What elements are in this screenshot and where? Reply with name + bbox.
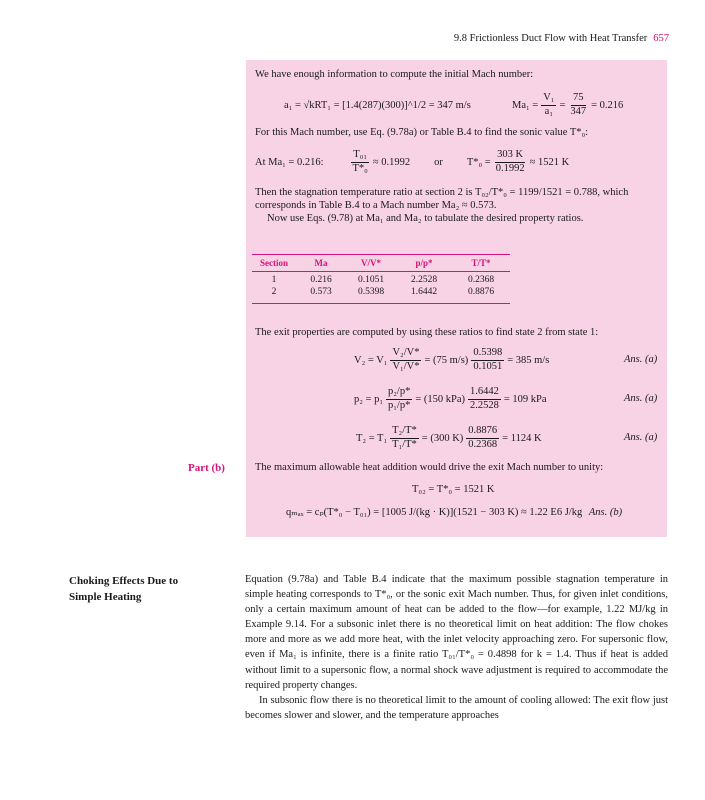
p2-left: p₂ = p₁ — [354, 393, 383, 405]
p2-result: = 109 kPa — [503, 393, 547, 405]
frac-num: 75 — [571, 92, 586, 105]
p2-frac-1 — [386, 386, 412, 411]
p2-mid: = (150 kPa) — [415, 393, 465, 405]
table-cell: 1 — [271, 275, 277, 285]
frac-den: T*₀ — [352, 162, 368, 174]
part-b-text: The maximum allowable heat addition would drive the exit Mach number to unity: — [255, 462, 604, 473]
col-header: p/p* — [415, 258, 433, 268]
t2-mid: = (300 K) — [421, 432, 464, 444]
frac-den: 2.2528 — [470, 399, 499, 411]
frac-den: 347 — [570, 105, 587, 117]
then-text-2: corresponds in Table B.4 to a Mach number Ma₂ ≈ 0.573. — [255, 200, 497, 211]
t02-eq: T₀₂ = T*₀ = 1521 K — [412, 484, 495, 495]
eq-a1 — [284, 90, 471, 120]
v2-frac-2 — [471, 347, 504, 372]
frac-num: 303 K — [495, 149, 525, 162]
v2-frac-1 — [390, 347, 421, 372]
or-word: or — [434, 156, 443, 168]
col-header: V/V* — [361, 258, 381, 268]
frac-num: 0.5398 — [471, 347, 504, 360]
table-cell: 0.5398 — [357, 287, 385, 297]
t2-result: = 1124 K — [502, 432, 542, 444]
frac-num: p₂/p* — [386, 386, 412, 399]
property-table — [252, 255, 510, 298]
eq-a1-text: a₁ = √kRT₁ = [1.4(287)(300)]^1/2 = 347 m/s — [284, 99, 471, 111]
frac-num: 0.8876 — [466, 425, 499, 438]
frac-num: V₁ — [541, 92, 556, 105]
page-number: 657 — [653, 33, 669, 44]
at-ma1-label: At Ma₁ = 0.216: — [255, 156, 324, 168]
v2-mid: = (75 m/s) — [424, 354, 469, 366]
t2-frac-2 — [466, 425, 499, 450]
frac-den: a₁ — [544, 105, 553, 117]
side-heading-line-1: Choking Effects Due to — [69, 575, 179, 587]
ans-a-v2: Ans. (a) — [624, 354, 658, 365]
table-cell: 0.216 — [310, 275, 332, 285]
t01-frac — [351, 149, 370, 174]
part-b-label: Part (b) — [188, 462, 225, 474]
table-cell: 0.2368 — [467, 275, 495, 285]
paragraph-1: Equation (9.78a) and Table B.4 indicate that the maximum possible stagnation temperature in simple heating corresponds to T*₀, or the sonic exit Mach number. Thus, for given inlet conditions, only a certain maximum amount of heat can be added to the flow—for example, 1.22 MJ/kg in Example 9.14. For a subsonic inlet there is no theoretical limit on heat addition: The flow chokes more and more as we add more heat, with the inlet velocity approaching zero. For supersonic flow, even if Ma₁ is infinite, there is a finite ratio T₀₁/T*₀ = 0.4898 for k = 1.4. Thus if heat is added without limit to a supersonic flow, a normal shock wave adjustment is required to accommodate the required property changes. — [245, 574, 668, 691]
frac-den: 0.1992 — [495, 162, 525, 174]
section-title: 9.8 Frictionless Duct Flow with Heat Transfer — [453, 33, 648, 44]
qmax-text: qₘₐₓ = cₚ(T*₀ − T₀₁) = [1005 J/(kg · K)](1521 − 303 K) ≈ 1.22 E6 J/kg — [286, 507, 583, 518]
then-text-1: Then the stagnation temperature ratio at section 2 is T₀₂/T*₀ = 1199/1521 = 0.788, which — [255, 187, 629, 198]
side-heading-line-2: Simple Heating — [69, 591, 142, 603]
eq-t2 — [356, 422, 542, 454]
frac-num: T₀₁ — [351, 149, 369, 162]
ans-a-p2: Ans. (a) — [624, 393, 658, 404]
eq-v2 — [354, 344, 549, 376]
frac-num: 1.6442 — [468, 386, 501, 399]
side-heading — [69, 573, 178, 605]
table-cell: 2.2528 — [410, 275, 438, 285]
ma1-result: = 0.216 — [591, 99, 624, 111]
frac-den: p₁/p* — [388, 399, 411, 411]
eq-p2 — [354, 383, 547, 415]
v2-left: V₂ = V₁ — [354, 354, 388, 366]
ma1-frac-1 — [541, 92, 556, 117]
col-header: Ma — [314, 258, 328, 268]
table-cell: 0.573 — [310, 287, 332, 297]
frac-den: T₁/T* — [392, 438, 417, 450]
t0star-left: T*₀ = — [466, 156, 491, 168]
table-row — [252, 286, 510, 298]
table-row — [252, 271, 510, 286]
now-text: Now use Eqs. (9.78) at Ma₁ and Ma₂ to tabulate the desired property ratios. — [267, 213, 584, 224]
frac-den: 0.1051 — [473, 360, 503, 372]
body-text — [245, 572, 668, 723]
col-header: Section — [260, 258, 288, 268]
frac-num: T₂/T* — [390, 425, 419, 438]
sonic-text: For this Mach number, use Eq. (9.78a) or Table B.4 to find the sonic value T*₀: — [255, 127, 589, 138]
v2-result: = 385 m/s — [507, 354, 550, 366]
eq-ma1: Ma₁ = $\frac{\text{V₁}}{\text{a₁}}$ = $\frac{75}{347}$ = 0.216 — [512, 92, 624, 117]
col-header: T/T* — [471, 258, 491, 268]
qmax-eq — [286, 506, 622, 518]
ans-a-t2: Ans. (a) — [624, 432, 658, 443]
ma1-left: Ma₁ = — [512, 99, 539, 111]
paragraph-2: In subsonic flow there is no theoretical limit to the amount of cooling allowed: The exit flow just becomes slower and slower, and the temperature approaches — [245, 694, 668, 721]
example-box — [246, 60, 667, 537]
frac-den: 0.2368 — [468, 438, 498, 450]
table-cell: 2 — [271, 287, 277, 297]
table-cell: 0.8876 — [467, 287, 495, 297]
table-rule-bottom — [252, 303, 510, 304]
frac-num: V₂/V* — [390, 347, 421, 360]
t2-frac-1 — [390, 425, 419, 450]
ma1-frac-2 — [568, 92, 588, 117]
table-cell: 0.1051 — [357, 275, 385, 285]
t2-left: T₂ = T₁ — [356, 432, 388, 444]
t0star-result: ≈ 1521 K — [529, 156, 570, 168]
ans-b: Ans. (b) — [588, 507, 623, 518]
exit-text: The exit properties are computed by using these ratios to find state 2 from state 1: — [255, 327, 599, 338]
t01-ratio: ≈ 0.1992 — [372, 156, 411, 168]
t0star-frac — [494, 149, 527, 174]
table-header-row — [252, 255, 510, 271]
eq-t0star — [255, 146, 569, 178]
p2-frac-2 — [468, 386, 501, 411]
frac-den: V₁/V* — [392, 360, 420, 372]
intro-text: We have enough information to compute the initial Mach number: — [255, 69, 534, 80]
running-header — [454, 33, 669, 44]
table-cell: 1.6442 — [410, 287, 438, 297]
